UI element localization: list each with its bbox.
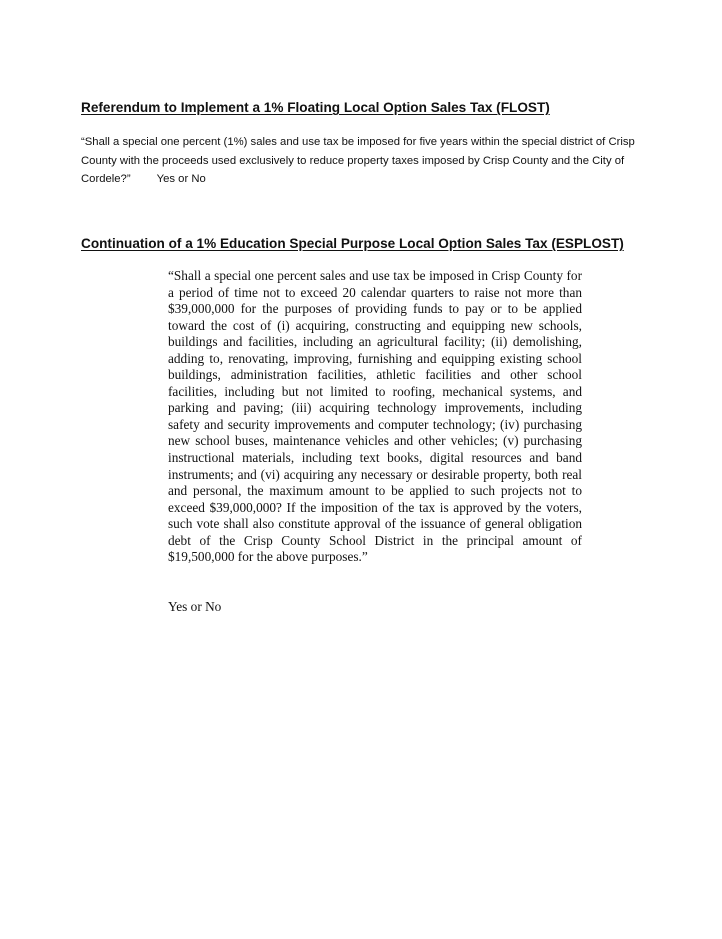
esplost-ballot-question: “Shall a special one percent sales and use tax be imposed in Crisp County for a period of time not to exceed 20 calendar quarters to raise not more than $39,000,000 for the purposes of providing funds to pay or to be applied toward the cost of (i) acquiring, constructing and equipping new schools, buildings and facilities, including an agricultural facility; (ii) demolishing, adding to, renovating, improving, furnishing and equipping existing school buildings, administration facilities, athletic facilities and other school facilities, including but not limited to roofing, mechanical systems, and parking and paving; (iii) acquiring technology improvements, including safety and security improvements and computer technology; (iv) purchasing new school buses, maintenance vehicles and other vehicles; (v) purchasing instructional materials, including text books, digital resources and band instruments; and (vi) acquiring any necessary or desirable property, both real and personal, the maximum amount to be applied to such projects not to exceed $39,000,000? If the imposition of the tax is approved by the voters, such vote shall also constitute approval of the issuance of general obligation debt of the Crisp County School District in the principal amount of $19,500,000 for the above purposes.” xyxy=(168,268,582,565)
flost-ballot-question xyxy=(81,133,651,189)
esplost-yes-no-choice: Yes or No xyxy=(168,599,222,614)
flost-yes-no-choice: Yes or No xyxy=(156,173,206,185)
esplost-heading: Continuation of a 1% Education Special Purpose Local Option Sales Tax (ESPLOST) xyxy=(81,236,624,251)
flost-heading: Referendum to Implement a 1% Floating Local Option Sales Tax (FLOST) xyxy=(81,100,550,115)
flost-question-text: “Shall a special one percent (1%) sales and use tax be imposed for five years within the special district of Crisp County with the proceeds used exclusively to reduce property taxes imposed by Crisp County and the City of Cordele?” xyxy=(81,136,635,185)
